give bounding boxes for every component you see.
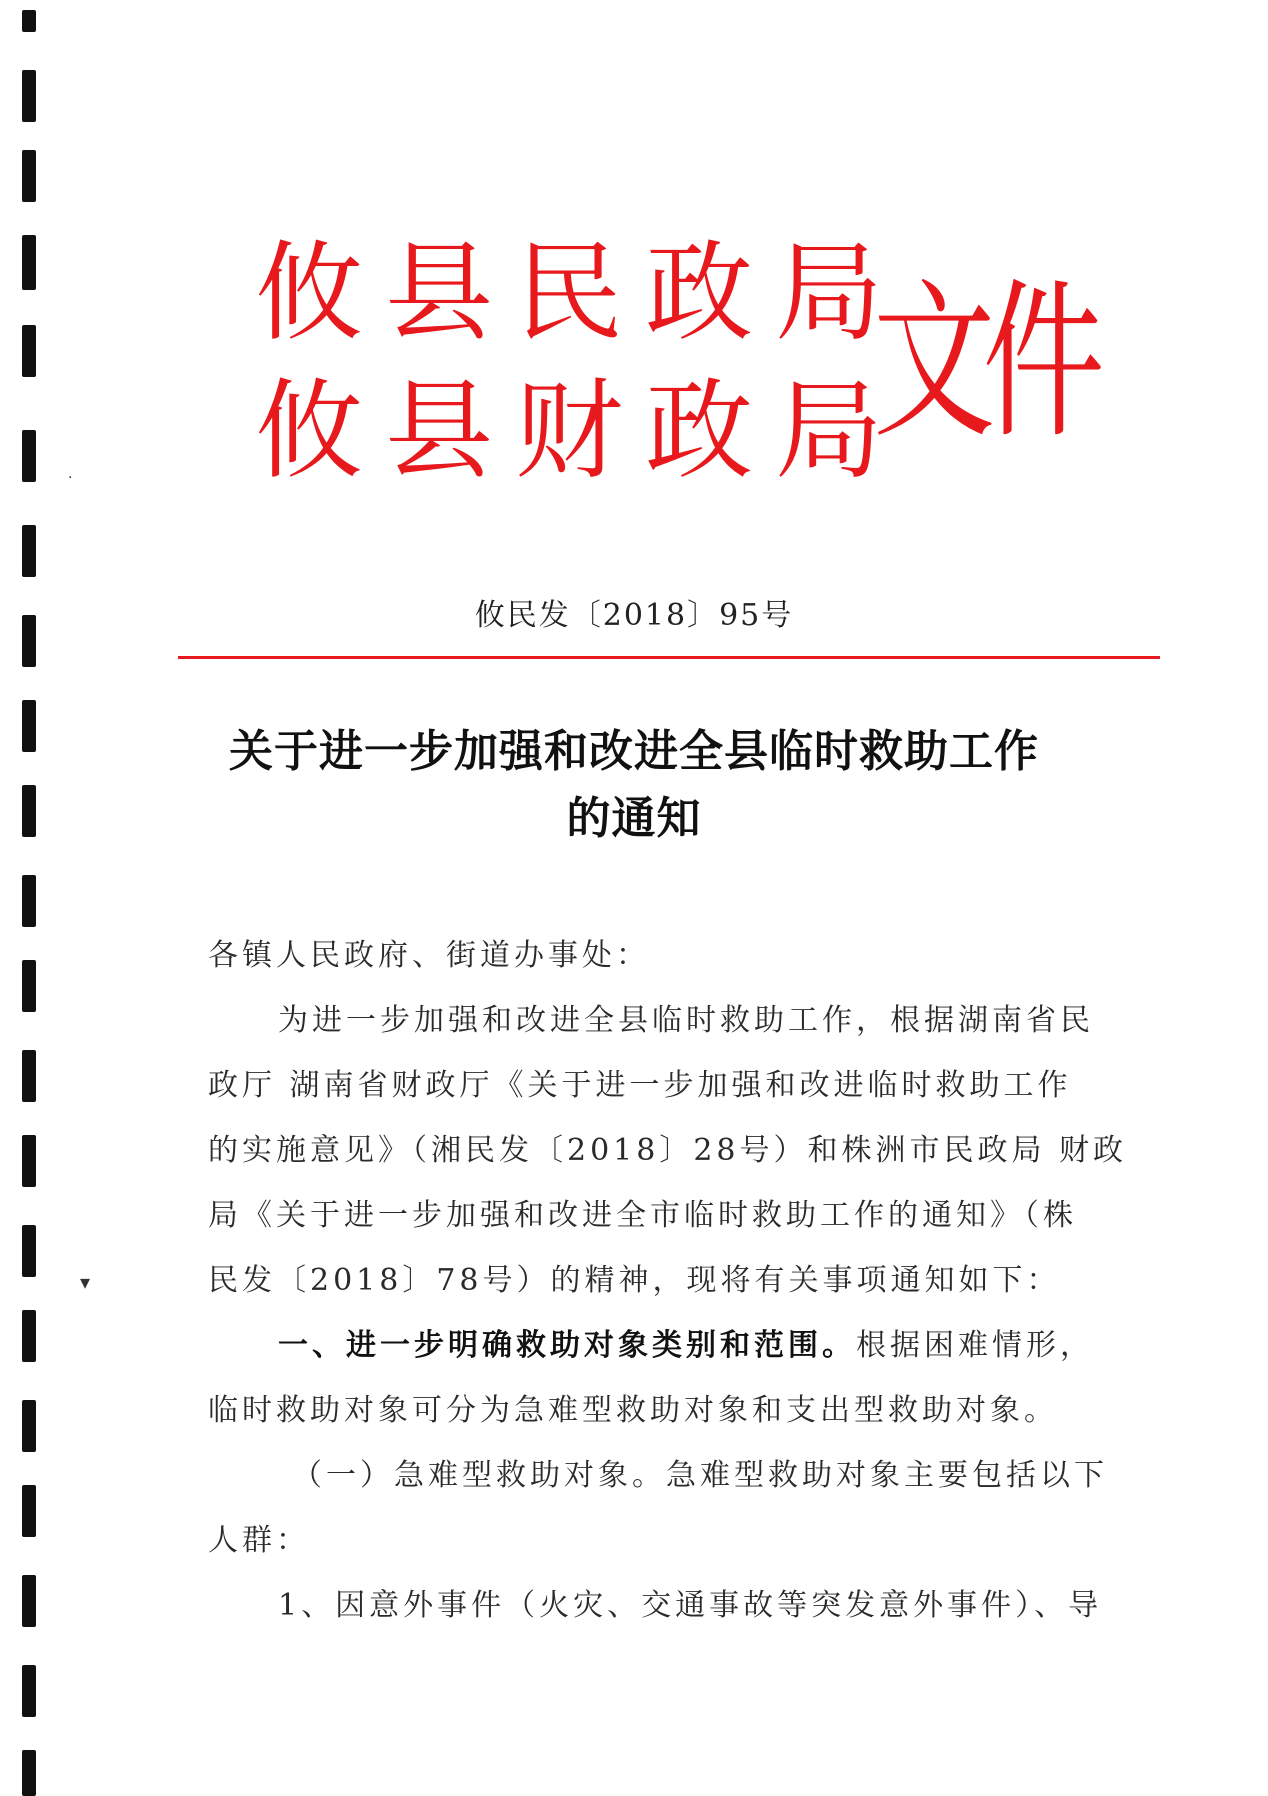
binding-strip <box>22 0 40 1796</box>
section-1-heading: 一、进一步明确救助对象类别和范围。 <box>278 1328 856 1363</box>
binding-hole <box>22 1575 36 1627</box>
red-divider <box>178 656 1160 659</box>
paragraph-line: 民发〔2018〕78号）的精神，现将有关事项通知如下： <box>208 1263 1061 1298</box>
binding-hole <box>22 1225 36 1277</box>
salutation: 各镇人民政府、街道办事处： <box>208 938 650 973</box>
subsection-1-heading: （一）急难型救助对象。 <box>292 1458 666 1493</box>
section-1-text: 根据困难情形， <box>856 1328 1094 1363</box>
paragraph-line: 人群： <box>208 1523 310 1558</box>
binding-hole <box>22 1400 36 1452</box>
document-title-line-2: 的通知 <box>566 793 702 844</box>
scan-speck: ▾ <box>80 1270 91 1294</box>
document-number: 攸民发〔2018〕95号 <box>474 598 794 633</box>
issuer-line-1: 攸县民政局 <box>255 231 906 356</box>
binding-hole <box>22 325 36 377</box>
paragraph-line: 为进一步加强和改进全县临时救助工作，根据湖南省民 <box>278 1003 1094 1038</box>
paragraph-line: 政厅 湖南省财政厅《关于进一步加强和改进临时救助工作 <box>208 1068 1072 1103</box>
binding-hole <box>22 1135 36 1187</box>
binding-hole <box>22 960 36 1012</box>
issuer-suffix: 文件 <box>873 264 1092 462</box>
binding-hole <box>22 1050 36 1102</box>
binding-hole <box>22 430 36 482</box>
paragraph-line: 的实施意见》（湘民发〔2018〕28号）和株洲市民政局 财政 <box>208 1133 1128 1168</box>
subsection-1-text: 急难型救助对象主要包括以下 <box>666 1458 1108 1493</box>
binding-hole <box>22 235 36 290</box>
issuer-header <box>255 231 1092 520</box>
scan-speck: · <box>68 470 73 486</box>
list-item-1: 1、因意外事件（火灾、交通事故等突发意外事件）、导 <box>278 1588 1103 1623</box>
binding-hole <box>22 150 36 202</box>
section-1 <box>278 1320 1178 1364</box>
binding-hole <box>22 1485 36 1537</box>
binding-hole <box>22 1665 36 1717</box>
subsection-1 <box>292 1450 1192 1494</box>
paragraph-line: 局《关于进一步加强和改进全市临时救助工作的通知》（株 <box>208 1198 1077 1233</box>
binding-hole <box>22 875 36 927</box>
document-title-line-1: 关于进一步加强和改进全县临时救助工作 <box>229 726 1039 777</box>
paragraph-line: 临时救助对象可分为急难型救助对象和支出型救助对象。 <box>208 1393 1058 1428</box>
binding-hole <box>22 525 36 577</box>
binding-hole <box>22 10 36 32</box>
binding-hole <box>22 1310 36 1362</box>
binding-hole <box>22 70 36 122</box>
issuer-line-2: 攸县财政局 <box>255 369 906 494</box>
binding-hole <box>22 1750 36 1796</box>
